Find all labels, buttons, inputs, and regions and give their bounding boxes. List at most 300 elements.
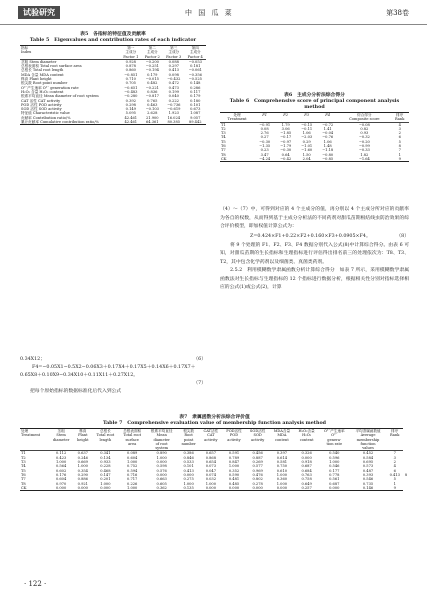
table5-value-cell: 0.705 [125, 81, 136, 86]
table7-cell: 0.921 [77, 481, 88, 486]
table6-cell: 0.64 [281, 152, 290, 157]
table7-cell: 0.487 [362, 468, 374, 473]
table6-cell: −0.20 [358, 139, 370, 144]
table7-cell: 0.750 [276, 464, 288, 469]
table7-cell: 0.846 [183, 455, 194, 460]
table7-cell: 0.468 [100, 468, 111, 473]
table5-value-cell: 0.101 [190, 102, 201, 107]
table7-title-en: Table 7 Comprehensive evaluation value of membership function analysis method [102, 420, 327, 426]
table7-cell: 0.047 [205, 468, 217, 473]
table6-cell: 1.79 [281, 122, 290, 127]
left-text [20, 356, 206, 397]
table7-cell: 0.687 [329, 481, 340, 486]
table5-value-cell: −0.280 [124, 94, 138, 99]
table7-cell: 0.360 [276, 477, 288, 482]
table5-index-cell: O²⁻产生速率 O²⁻ generation rate [21, 85, 79, 90]
table5-value-cell: −0.103 [145, 107, 159, 112]
table6-header-4: F4 [317, 113, 338, 123]
table7-cell: 0.000 [92, 486, 119, 491]
right-paragraph-1: （4）～（7）中，可得到对应的 4 个主成分的值，再分别以 4 个主成分所对应的贡献率为各自的权数，从而得到基于主成分分析法的不同药剂对甜瓜苗期根结线虫防治效果的综合评价模型，即加权值计算公式为： [220, 207, 409, 229]
table5-value-cell: 0.040 [168, 94, 179, 99]
table7-cell: 0.000 [246, 486, 270, 491]
right-text [220, 206, 409, 293]
table6-cell: −0.32 [358, 135, 370, 140]
table7-cell: T7 [21, 477, 26, 482]
table-row [20, 120, 206, 125]
table6-cell: 1.41 [323, 126, 332, 131]
table7-cell: 0.605 [156, 481, 167, 486]
table7-cell: 1.000 [77, 464, 88, 469]
table5-value-cell: 0.098 [168, 72, 179, 77]
table5-value-cell: 0.088 [168, 59, 179, 64]
table5-index-cell: H₂O₂ 含量 H₂O₂ content [21, 89, 64, 94]
table7-cell: 0.456 [252, 451, 263, 456]
table7-header-1: 茎粗 Stem diameter [49, 429, 74, 451]
table5-title-cn: 表5 各指标的特征值及贡献率 [80, 31, 146, 37]
table6-cell: 0.08 [260, 126, 269, 131]
formula7: F4=−0.05X1−0.5X2−0.06X3＋0.17X4＋0.17X5＋0.14X6＋0.17X7＋0.65X8＋0.10X9−0.34X10＋0.11X11＋0.27X12。 [20, 365, 196, 378]
table7-cell: 0.933 [100, 460, 111, 465]
table6-cell: −0.17 [280, 135, 292, 140]
table6-cell: −0.91 [259, 122, 271, 127]
table6-cell: −0.97 [280, 139, 292, 144]
table-row [220, 157, 409, 162]
table5-value-cell: 0.222 [168, 98, 179, 103]
table7-header-0: 处理 Treatment [20, 429, 49, 451]
table5-value-cell: 0.149 [125, 107, 136, 112]
table7-cell: 0.452 [362, 451, 374, 456]
table7-cell: CK [20, 486, 49, 491]
table7-cell: 0.598 [156, 464, 167, 469]
table6-cell: −1.79 [280, 144, 292, 149]
table6-cell: CK [220, 157, 254, 162]
table7-cell: 0.147 [100, 472, 111, 477]
table7-cell: 0.135 [178, 486, 200, 491]
table6-cell: T2 [221, 126, 226, 131]
table7-cell: 0.540 [329, 451, 340, 456]
table7-cell: 0.663 [156, 477, 167, 482]
table5-value-cell: 0.482 [147, 81, 158, 86]
table7-cell: 7 [393, 451, 396, 456]
table7-title-cn: 表7 隶属函数分析法综合评价值 [179, 414, 250, 420]
table5 [20, 45, 206, 125]
table7-cell: 1.000 [119, 486, 146, 491]
table7-cell: 9 [386, 486, 403, 491]
table7-cell: 0.763 [301, 472, 312, 477]
table6-cell: T6 [221, 144, 226, 149]
table7-cell: 0.886 [77, 477, 88, 482]
table5-value-cell: 0.179 [190, 94, 201, 99]
table7-cell: 0.687 [301, 464, 312, 469]
table7-cell: 0.970 [55, 481, 67, 486]
table7-cell: 0.890 [156, 451, 167, 456]
table6-cell: 2.76 [260, 131, 269, 136]
table7-cell: 0.413 [389, 472, 400, 477]
table7-cell: 0.275 [183, 477, 194, 482]
table6-cell: 0.27 [260, 135, 269, 140]
table5-index-cell: POD 活性 POD activity [21, 102, 62, 107]
table7-cell: 0.386 [183, 451, 194, 456]
table5-value-cell: 0.148 [190, 81, 201, 86]
table6-cell: −0.72 [322, 122, 334, 127]
table6-cell: 0.29 [302, 139, 311, 144]
left-paragraph: 把每个原始指标的数据标准化后代入到公式 [30, 389, 122, 394]
table7-cell: 0.000 [301, 455, 312, 460]
table7-cell: 0.290 [77, 472, 88, 477]
table5-value-cell: 64.361 [142, 120, 163, 125]
table7-cell: 0.073 [205, 464, 217, 469]
table7-cell: 0.716 [127, 472, 138, 477]
table6-cell: −0.15 [301, 122, 313, 127]
table7-header-3: 总根长 Total root length [92, 429, 119, 451]
table6-cell: 2.04 [296, 157, 317, 162]
table7-cell: 0.684 [301, 468, 312, 473]
table5-value-cell: −0.200 [145, 59, 159, 64]
table7-cell: 0.590 [228, 472, 240, 477]
table5-value-cell: −0.061 [188, 68, 202, 73]
table6-cell: −0.30 [259, 139, 271, 144]
table7-cell: 0.847 [228, 460, 240, 465]
table5-value-cell: −0.221 [145, 85, 159, 90]
table6-cell: 3 [398, 126, 401, 131]
table6-cell: 8 [398, 144, 401, 149]
table7-header-9: SOD活性 SOD activity [246, 429, 270, 451]
table6-cell: T5 [221, 139, 226, 144]
table7-cell: 0.112 [55, 451, 67, 456]
table5-value-cell: 1.923 [168, 111, 179, 116]
table6-cell: −0.11 [301, 126, 313, 131]
table6-cell: 0.93 [360, 131, 369, 136]
table5-value-cell: 0.463 [147, 102, 158, 107]
table5-value-cell: 0.117 [190, 89, 201, 94]
table5-value-cell: 0.298 [125, 102, 136, 107]
table7-cell: 6 [393, 468, 396, 473]
table6-cell: −2.03 [301, 135, 313, 140]
table5-value-cell: 2.628 [147, 111, 158, 116]
table7-cell: T4 [21, 464, 26, 469]
table5-value-cell: −0.356 [188, 72, 202, 77]
table7-cell: 1.000 [329, 460, 340, 465]
table7-cell: 1 [393, 481, 396, 486]
table7-header-5: 根系平均直径 Mean diameter of root system [146, 429, 178, 451]
table6-cell: −0.42 [275, 157, 296, 162]
table5-value-cell: 80.385 [163, 120, 184, 125]
table7 [20, 428, 409, 491]
table7-cell: 0.000 [269, 486, 294, 491]
table7-cell: 0.278 [252, 481, 263, 486]
table7-cell: T8 [21, 481, 26, 486]
table6-cell: −0.80 [322, 152, 334, 157]
table7-cell: 0.868 [205, 455, 217, 460]
table7-block [20, 414, 409, 491]
table7-cell: 0.778 [329, 472, 340, 477]
table7-header-8: POD活性 POD activity [222, 429, 246, 451]
table5-index-cell: 总根长 Total root length [21, 68, 64, 73]
table7-cell: 0.610 [276, 468, 288, 473]
table7-header-13: 平均隶属函数值 Average membership function values [350, 429, 387, 451]
table7-cell: 0.201 [100, 477, 111, 482]
page-number: · 122 · [24, 580, 47, 588]
table7-cell: 1.000 [55, 460, 67, 465]
table6-cell: −0.76 [322, 135, 334, 140]
table5-index-cell: CAT 活性 CAT activity [21, 98, 61, 103]
table7-cell: 0.752 [127, 464, 138, 469]
table7-cell: 8 [404, 472, 408, 477]
table5-index-cell: 茎粗 Stem diameter [21, 59, 57, 64]
table6-cell: −4.24 [254, 157, 275, 162]
table7-cell: 1.000 [205, 481, 217, 486]
table6-cell: 1.82 [360, 152, 369, 157]
table5-value-cell: 0.180 [190, 98, 201, 103]
table6-header-2: F2 [275, 113, 296, 123]
table6-cell: 3.47 [260, 152, 269, 157]
table7-cell: 0.246 [77, 455, 88, 460]
table6-cell: −1.18 [322, 148, 334, 153]
table7-cell: 0.735 [362, 481, 374, 486]
table7-cell: 0.654 [205, 460, 217, 465]
table6-title-cn: 表6 主成分分析法综合得分 [284, 92, 345, 98]
volume-label: 第38卷 [386, 9, 409, 17]
table7-cell: 0.362 [146, 486, 178, 491]
table5-value-cell: 0.878 [125, 64, 136, 69]
table6-cell: 7 [398, 148, 401, 153]
table7-cell: 0.176 [55, 472, 67, 477]
table5-index-cell: MDA 含量 MDA content [21, 72, 64, 77]
equation-8: Z=0.424×F1+0.22×F2+0.160×F3+0.0905×F4。 （8） [250, 233, 409, 239]
table7-cell: T1 [21, 451, 26, 456]
table5-value-cell: −0.015 [145, 77, 159, 82]
table6-cell: −1.01 [301, 144, 313, 149]
table6-header-5: 综合得分 Composite score [338, 113, 390, 123]
table5-value-cell: 0.392 [125, 98, 136, 103]
table6-cell: 2 [398, 131, 401, 136]
table7-cell: 0.695 [362, 460, 374, 465]
table7-cell: 1.000 [156, 455, 167, 460]
table7-cell: 0.969 [252, 468, 263, 473]
table7-cell: 0.177 [329, 468, 340, 473]
table7-cell: 0.669 [77, 460, 88, 465]
table5-index-cell: 根尖数 Root point number [21, 81, 68, 86]
table5-header-factor-1: 第一 主成分 Factor 1 [120, 46, 141, 60]
table7-cell: 4 [393, 464, 396, 469]
table7-cell: 0.481 [228, 477, 240, 482]
table6-cell: −1.60 [301, 148, 313, 153]
table6-cell: 1.48 [323, 144, 332, 149]
table5-value-cell: 0.928 [125, 59, 136, 64]
table7-cell: 0.604 [55, 477, 67, 482]
table5-value-cell: 0.710 [125, 77, 136, 82]
table7-cell: T2 [21, 455, 26, 460]
table6-cell: 1.50 [302, 152, 311, 157]
table6-cell: −0.99 [358, 144, 370, 149]
table7-header-2: 株高 Plant height [74, 429, 92, 451]
section-badge: 试验研究 [18, 6, 60, 19]
right-paragraph-3: 2.5.2 利用模糊数学隶属函数分析计算综合得分 如表 7 所示，采用模糊数学隶属函数法对生长指标与生理指标的 12 个指标进行数据分析，根据相关性分别对指标选择相应的公式(1)或公式(2)，计算 [220, 268, 409, 290]
table5-value-cell: −0.432 [167, 77, 181, 82]
table7-cell: 0.546 [329, 464, 340, 469]
table6-cell: −0.85 [317, 157, 338, 162]
table7-cell: 0.649 [301, 481, 312, 486]
table7-header-6: 根尖数 Root point number [178, 429, 200, 451]
table5-value-cell: 1.087 [190, 111, 201, 116]
table6-cell: −0.08 [358, 122, 370, 127]
table6-cell: −1.85 [280, 131, 292, 136]
table5-header-index: 指标 Index [20, 46, 120, 60]
table5-index-cell: 特征值 Characteristic value [21, 111, 70, 116]
table7-cell: 0.581 [276, 460, 288, 465]
table5-index-cell: 根系平均直径 Mean diameter of root system [21, 94, 99, 99]
table5-index-cell: 贡献率 Contribution ratio/% [21, 115, 71, 120]
table7-cell: 0.602 [55, 468, 67, 473]
table6-cell: 4 [398, 122, 401, 127]
table5-value-cell: −0.651 [124, 85, 138, 90]
table7-cell: 0.000 [183, 472, 194, 477]
table7-cell: 0.918 [301, 460, 312, 465]
table7-cell: 0.413 [183, 468, 194, 473]
table7-cell: 0.637 [77, 451, 88, 456]
table7-cell: 0.146 [350, 486, 387, 491]
table7-cell: 0.074 [205, 472, 217, 477]
table5-value-cell: 0.179 [147, 72, 158, 77]
table5-value-cell: 0.472 [168, 81, 179, 86]
table6-cell: −0.33 [358, 148, 370, 153]
table6-cell: −1.64 [338, 157, 390, 162]
table5-value-cell: 0.199 [168, 89, 179, 94]
table6-cell: 6 [398, 135, 401, 140]
table5-value-cell: 0.673 [190, 107, 201, 112]
table7-cell: 0.000 [319, 486, 350, 491]
table5-value-cell: 9.057 [190, 115, 201, 120]
table7-cell: 1.000 [127, 460, 138, 465]
table5-value-cell: −0.251 [145, 64, 159, 69]
table7-cell: 2 [393, 460, 396, 465]
table5-block [20, 31, 206, 125]
table5-header-factor-2: 第二 主成分 Factor 2 [142, 46, 163, 60]
table7-cell: 0.000 [200, 486, 223, 491]
table5-value-cell: −0.525 [188, 77, 202, 82]
table6 [220, 112, 409, 162]
table6-cell: 0.23 [260, 148, 269, 153]
table5-value-cell: 16.024 [167, 115, 181, 120]
table7-cell: 0.134 [100, 455, 111, 460]
table6-cell: T7 [221, 148, 226, 153]
table5-value-cell: 42.461 [124, 115, 138, 120]
table7-cell: 0.476 [252, 472, 263, 477]
table6-cell: 1 [398, 152, 401, 157]
table7-cell: 0.226 [127, 481, 138, 486]
table7-cell: 0.576 [156, 468, 167, 473]
table6-cell: 3.06 [281, 126, 290, 131]
table7-cell: 0.000 [156, 472, 167, 477]
table7-cell: 0.257 [294, 486, 319, 491]
table7-cell: T6 [21, 472, 26, 477]
table5-header-factor-3: 第三 主成分 Factor 3 [163, 46, 184, 60]
table6-block [220, 92, 409, 162]
table7-cell: 0.089 [127, 451, 138, 456]
table6-cell: 0.82 [360, 126, 369, 131]
table5-header-factor-4: 第四 主成分 Factor 4 [185, 46, 207, 60]
table5-value-cell: 0.413 [168, 68, 179, 73]
table5-value-cell: 0.860 [125, 68, 136, 73]
table7-cell: 0.596 [329, 455, 340, 460]
table6-cell: −0.30 [280, 148, 292, 153]
table7-cell: 0.101 [183, 464, 194, 469]
table7-cell: 5 [393, 477, 396, 482]
table5-index-cell: 总根表面积 Total root surface area [21, 64, 82, 69]
table5-value-cell: −0.194 [145, 68, 159, 73]
table6-header-0: 处理 Treatment [220, 113, 254, 123]
table5-value-cell: −0.053 [188, 59, 202, 64]
table7-cell: 1.000 [228, 464, 240, 469]
table6-cell: 9 [390, 157, 409, 162]
table5-value-cell: 5.095 [125, 111, 136, 116]
table7-cell: 0.594 [127, 468, 138, 473]
table7-header-14: 排序 Rank [386, 429, 403, 451]
table5-title-en: Table 5 Eigenvalues and contribution rates of each indicator [29, 37, 197, 43]
table5-index-cell: SOD 活性 SOD activity [21, 107, 62, 112]
table7-cell: 0.758 [301, 477, 312, 482]
table6-cell: −0.04 [322, 131, 334, 136]
table7-cell: T5 [21, 468, 26, 473]
table7-header-10: MDA含量 MDA content [269, 429, 294, 451]
table7-header-7: CAT活性 CAT activity [200, 429, 223, 451]
table7-cell: 0.614 [276, 455, 288, 460]
table7-cell: 0.341 [100, 451, 111, 456]
table7-cell: 0.423 [55, 455, 67, 460]
table7-cell: 0.887 [252, 455, 263, 460]
table7-cell: 0.000 [74, 486, 92, 491]
table5-value-cell: −0.736 [167, 102, 181, 107]
formula6-number: （6） [193, 357, 206, 362]
table7-cell: 0.000 [156, 460, 167, 465]
table5-value-cell: 21.900 [145, 115, 159, 120]
table5-value-cell: 0.297 [168, 64, 179, 69]
table7-cell: 0.354 [77, 468, 88, 473]
table6-cell: T4 [221, 135, 226, 140]
table7-header-4: 总根表面积 Total root surface area [119, 429, 146, 451]
table5-value-cell: 0.286 [190, 85, 201, 90]
table6-title-en: Table 6 Comprehensive score of principal component analysis method [229, 98, 400, 110]
table5-value-cell: −0.619 [167, 107, 181, 112]
table7-cell: 0.533 [183, 460, 194, 465]
formula7-number: （7） [193, 381, 206, 386]
table7-cell: 0.546 [362, 477, 374, 482]
table5-value-cell: 42.461 [120, 120, 141, 125]
table7-cell: 1.000 [276, 481, 288, 486]
table-row [20, 486, 409, 491]
table7-cell: 0.326 [301, 451, 312, 456]
table6-header-6: 排序 Rank [390, 113, 409, 123]
table5-index-cell: 株高 Plant height [21, 77, 52, 82]
table7-cell: 0.393 [362, 472, 374, 477]
table7-cell: 0.577 [252, 464, 263, 469]
table6-cell: T3 [221, 131, 226, 136]
table7-cell: 0.000 [49, 486, 74, 491]
table6-cell: T8 [221, 152, 226, 157]
table6-cell: 5 [398, 139, 401, 144]
right-paragraph-2: 将 9 个处理的 F1、F2、F3、F4 数据分别代入公式(8)中计算综合得分。由表 6 可知，对甜瓜苗期的生长指标和生理指标进行评估得出排名前三的处理依次为：T8、T3、T2，其中包含化学药剂以及细菌类、真菌类药剂。 [220, 242, 409, 265]
table7-cell: 0.228 [100, 464, 111, 469]
table7-cell: T3 [21, 460, 26, 465]
table7-cell: 1.000 [100, 481, 111, 486]
table5-value-cell: 0.473 [168, 85, 179, 90]
table5-value-cell: −0.817 [145, 94, 159, 99]
table5-value-cell: 0.181 [190, 64, 201, 69]
table7-cell: 1.000 [183, 481, 194, 486]
table7-cell: 0.573 [362, 464, 374, 469]
table7-cell: 0.802 [252, 477, 263, 482]
table5-value-cell: −0.483 [124, 89, 138, 94]
